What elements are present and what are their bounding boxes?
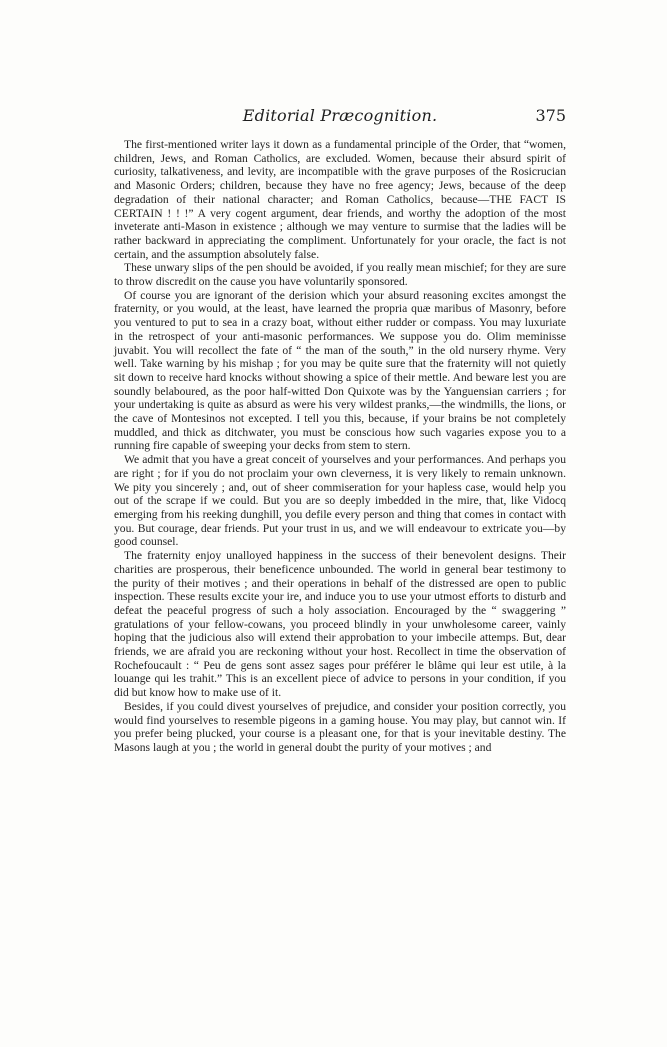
page-header bbox=[114, 106, 566, 128]
running-title: Editorial Præcognition. bbox=[242, 106, 438, 125]
paragraph-5: The fraternity enjoy unalloyed happiness in the success of their benevolent designs. Their charities are prosperous, their beneficence unbounded. The world in general bear testimony to the purity of their motives ; and their operations in behalf of the distressed are open to public inspection. These results excite your ire, and induce you to use your utmost efforts to disturb and defeat the peaceful progress of such a holy association. Encouraged by the “ swaggering ” gratulations of your fellow-cowans, you proceed blindly in your unwholesome career, vainly hoping that the judicious also will extend their approbation to your imbecile attemps. But, dear friends, we are afraid you are reckoning without your host. Recollect in time the observation of Rochefoucault : “ Peu de gens sont assez sages pour préférer le blâme qui leur est utile, à la louange qui les trahit.” This is an excellent piece of advice to persons in your condition, if you did but know how to make use of it. bbox=[114, 549, 566, 700]
paragraph-2: These unwary slips of the pen should be avoided, if you really mean mischief; for they are sure to throw discredit on the cause you have voluntarily sponsored. bbox=[114, 261, 566, 289]
paragraph-1: The first-mentioned writer lays it down as a fundamental principle of the Order, that “women, children, Jews, and Roman Catholics, are excluded. Women, because their absurd spirit of curiosity, talkativeness, and levity, are incompatible with the grave purposes of the Rosicrucian and Masonic Orders; children, because they have no free agency; Jews, because of the deep degradation of their national character; and Roman Catholics, because—THE FACT IS CERTAIN ! ! !” A very cogent argument, dear friends, and worthy the adoption of the most inveterate anti-Mason in existence ; although we may venture to surmise that the ladies will be rather backward in appreciating the compliment. Unfortunately for your oracle, the fact is not certain, and the assumption absolutely false. bbox=[114, 138, 566, 261]
page-number: 375 bbox=[535, 106, 566, 125]
body-text bbox=[114, 138, 566, 755]
paragraph-3: Of course you are ignorant of the derision which your absurd reasoning excites amongst the fraternity, or you would, at the least, have learned the propria quæ maribus of Masonry, before you ventured to put to sea in a crazy boat, without either rudder or compass. You may luxuriate in the retrospect of your anti-masonic performances. We suppose you do. Olim meminisse juvabit. You will recollect the fate of “ the man of the south,” in the old nursery rhyme. Very well. Take warning by his mishap ; for you may be quite sure that the fraternity will not quietly sit down to receive hard knocks without showing a spice of their mettle. And beware lest you are soundly belaboured, as the poor half-witted Don Quixote was by the Yanguensian carriers ; for your undertaking is quite as absurd as were his very wildest pranks,—the windmills, the lions, or the cave of Montesinos not excepted. I tell you this, because, if your brains be not completely muddled, and thick as ditchwater, you must be conscious how such vagaries expose you to a running fire capable of sweeping your decks from stem to stern. bbox=[114, 288, 566, 453]
paragraph-6: Besides, if you could divest yourselves of prejudice, and consider your position correctly, you would find yourselves to resemble pigeons in a gaming house. You may play, but cannot win. If you prefer being plucked, your course is a pleasant one, for that is your inevitable destiny. The Masons laugh at you ; the world in general doubt the purity of your motives ; and bbox=[114, 699, 566, 754]
paragraph-4: We admit that you have a great conceit of yourselves and your performances. And perhaps you are right ; for if you do not proclaim your own cleverness, it is very likely to remain unknown. We pity you sincerely ; and, out of sheer commiseration for your hapless case, would help you out of the scrape if we could. But you are so deeply imbedded in the mire, that, like Vidocq emerging from his reeking dunghill, you defile every person and thing that comes in contact with you. But courage, dear friends. Put your trust in us, and we will endeavour to extricate you—by good counsel. bbox=[114, 453, 566, 549]
